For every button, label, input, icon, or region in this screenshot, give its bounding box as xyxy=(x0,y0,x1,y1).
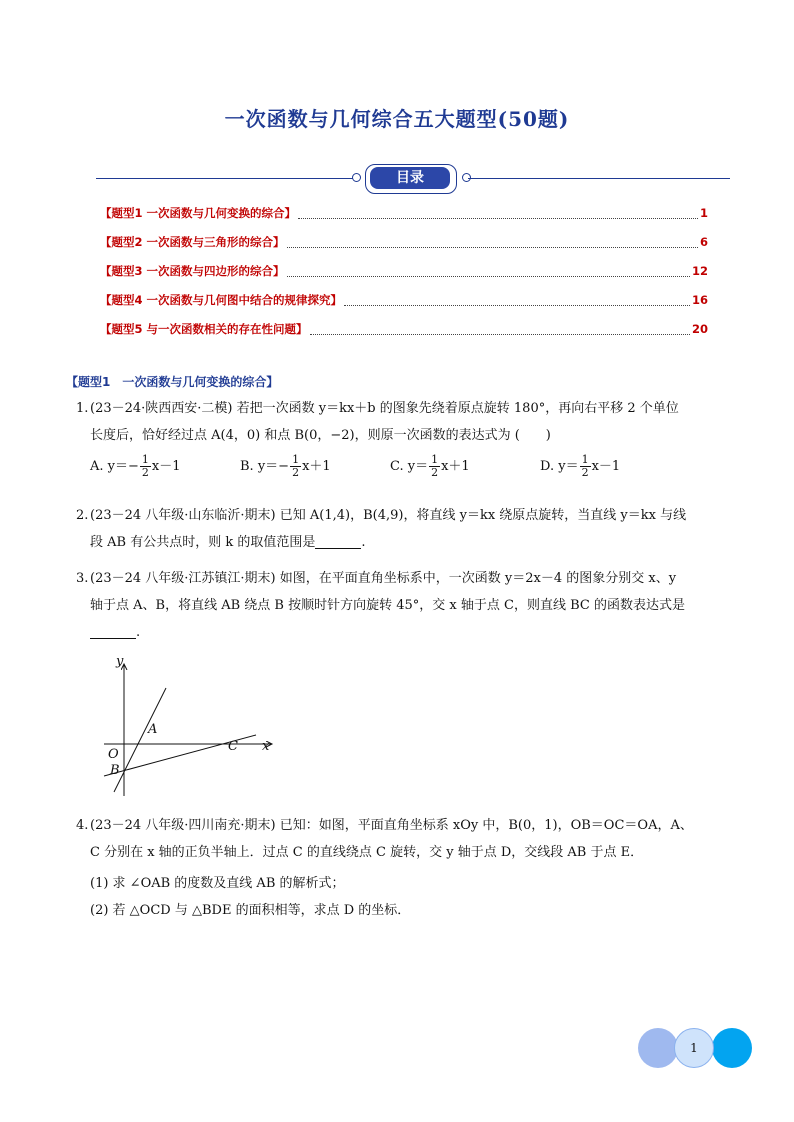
x-axis-label: x xyxy=(262,739,270,754)
answer-blank[interactable] xyxy=(315,534,361,549)
fraction-numerator: 1 xyxy=(292,453,300,466)
toc-leader-dots xyxy=(344,295,690,306)
question-text: 轴于点 A、B，将直线 AB 绕点 B 按顺时针方向旋转 45°，交 x 轴于点 C，则直线 BC 的函数表达式是 xyxy=(90,598,685,613)
option-rest: x－1 xyxy=(591,459,621,474)
question-number: 3. xyxy=(76,571,89,586)
answer-blank[interactable] xyxy=(90,624,136,639)
question-text: 长度后，恰好经过点 A(4，0) 和点 B(0，−2)，则原一次函数的表达式为 ( ) xyxy=(90,428,551,443)
option-rest: x＋1 xyxy=(302,459,331,474)
page-circle-right xyxy=(712,1028,752,1068)
page-number: 1 xyxy=(690,1041,698,1055)
question-4 xyxy=(76,812,736,866)
option-label: A. y＝− xyxy=(90,459,139,474)
toc-leader-dots xyxy=(287,237,698,248)
page-circle-left xyxy=(638,1028,678,1068)
toc-rule-left xyxy=(96,178,354,179)
toc-item-page: 20 xyxy=(691,322,708,336)
question-number: 4. xyxy=(76,818,89,833)
question-text: (23－24 八年级·四川南充·期末) 已知：如图，平面直角坐标系 xOy 中，B(0，1)，OB＝OC＝OA，A、 xyxy=(90,818,693,833)
option-a[interactable] xyxy=(90,453,240,480)
document-title: 一次函数与几何综合五大题型(50题) xyxy=(224,107,570,131)
toc-item-page: 6 xyxy=(699,235,708,249)
option-b[interactable] xyxy=(240,453,390,480)
fraction-denominator: 2 xyxy=(141,466,149,479)
question-text: . xyxy=(136,625,141,640)
option-label: C. y＝ xyxy=(390,459,429,474)
toc-rule-right xyxy=(468,178,730,179)
fraction xyxy=(290,454,301,479)
toc-item-1[interactable] xyxy=(100,203,708,223)
option-rest: x＋1 xyxy=(441,459,470,474)
question-text: (23－24 八年级·江苏镇江·期末) 如图，在平面直角坐标系中，一次函数 y＝2x－4 的图象分别交 x、y xyxy=(90,571,677,586)
fraction xyxy=(140,454,151,479)
toc-item-page: 12 xyxy=(691,264,708,278)
question-1 xyxy=(76,395,736,480)
fraction-denominator: 2 xyxy=(581,466,589,479)
option-label: D. y＝ xyxy=(540,459,579,474)
section-heading: 【题型1 一次函数与几何变换的综合】 xyxy=(66,375,279,389)
page-number-badge xyxy=(638,1028,752,1068)
toc-item-page: 1 xyxy=(699,206,708,220)
question-number: 2. xyxy=(76,508,89,523)
point-a-label: A xyxy=(148,722,158,737)
y-axis-label: y xyxy=(116,654,124,669)
toc-item-page: 16 xyxy=(691,293,708,307)
toc-item-2[interactable] xyxy=(100,232,708,252)
toc-item-label: 【题型3 一次函数与四边形的综合】 xyxy=(100,264,285,278)
toc-item-5[interactable] xyxy=(100,319,708,339)
fraction-numerator: 1 xyxy=(581,453,589,466)
point-b-label: B xyxy=(110,763,120,778)
fraction xyxy=(580,454,591,479)
option-d[interactable] xyxy=(540,453,690,480)
toc-item-label: 【题型2 一次函数与三角形的综合】 xyxy=(100,235,285,249)
option-label: B. y＝− xyxy=(240,459,290,474)
option-rest: x－1 xyxy=(151,459,181,474)
question-3 xyxy=(76,565,736,646)
answer-options xyxy=(76,453,736,480)
coordinate-figure xyxy=(98,650,288,800)
toc-item-label: 【题型4 一次函数与几何图中结合的规律探究】 xyxy=(100,293,343,307)
fraction xyxy=(429,454,440,479)
toc-item-4[interactable] xyxy=(100,290,708,310)
question-text: (23－24 八年级·山东临沂·期末) 已知 A(1,4)，B(4,9)，将直线 y＝kx 绕原点旋转，当直线 y＝kx 与线 xyxy=(90,508,687,523)
toc-item-label: 【题型1 一次函数与几何变换的综合】 xyxy=(100,206,297,220)
toc-badge: 目录 xyxy=(370,167,450,189)
toc-item-label: 【题型5 与一次函数相关的存在性问题】 xyxy=(100,322,308,336)
fraction-numerator: 1 xyxy=(431,453,439,466)
question-text: . xyxy=(361,535,366,550)
fraction-numerator: 1 xyxy=(141,453,149,466)
line-ab xyxy=(114,688,166,792)
toc-rule-dot-left xyxy=(352,173,361,182)
question-4-part-2: (2) 若 △OCD 与 △BDE 的面积相等，求点 D 的坐标． xyxy=(90,903,411,918)
fraction-denominator: 2 xyxy=(292,466,300,479)
question-number: 1. xyxy=(76,401,89,416)
option-c[interactable] xyxy=(390,453,540,480)
question-text: C 分别在 x 轴的正负半轴上．过点 C 的直线绕点 C 旋转，交 y 轴于点 D，交线段 AB 于点 E． xyxy=(90,845,644,860)
toc-leader-dots xyxy=(298,208,698,219)
origin-label: O xyxy=(108,747,119,762)
point-c-label: C xyxy=(228,739,238,754)
fraction-denominator: 2 xyxy=(431,466,439,479)
toc-leader-dots xyxy=(310,324,690,335)
toc-leader-dots xyxy=(287,266,690,277)
question-text: 段 AB 有公共点时，则 k 的取值范围是 xyxy=(90,535,316,550)
question-4-part-1: (1) 求 ∠OAB 的度数及直线 AB 的解析式； xyxy=(90,876,345,891)
question-text: (23－24·陕西西安·二模) 若把一次函数 y＝kx＋b 的图象先绕着原点旋转 180°，再向右平移 2 个单位 xyxy=(90,401,679,416)
toc-item-3[interactable] xyxy=(100,261,708,281)
question-2 xyxy=(76,502,736,556)
